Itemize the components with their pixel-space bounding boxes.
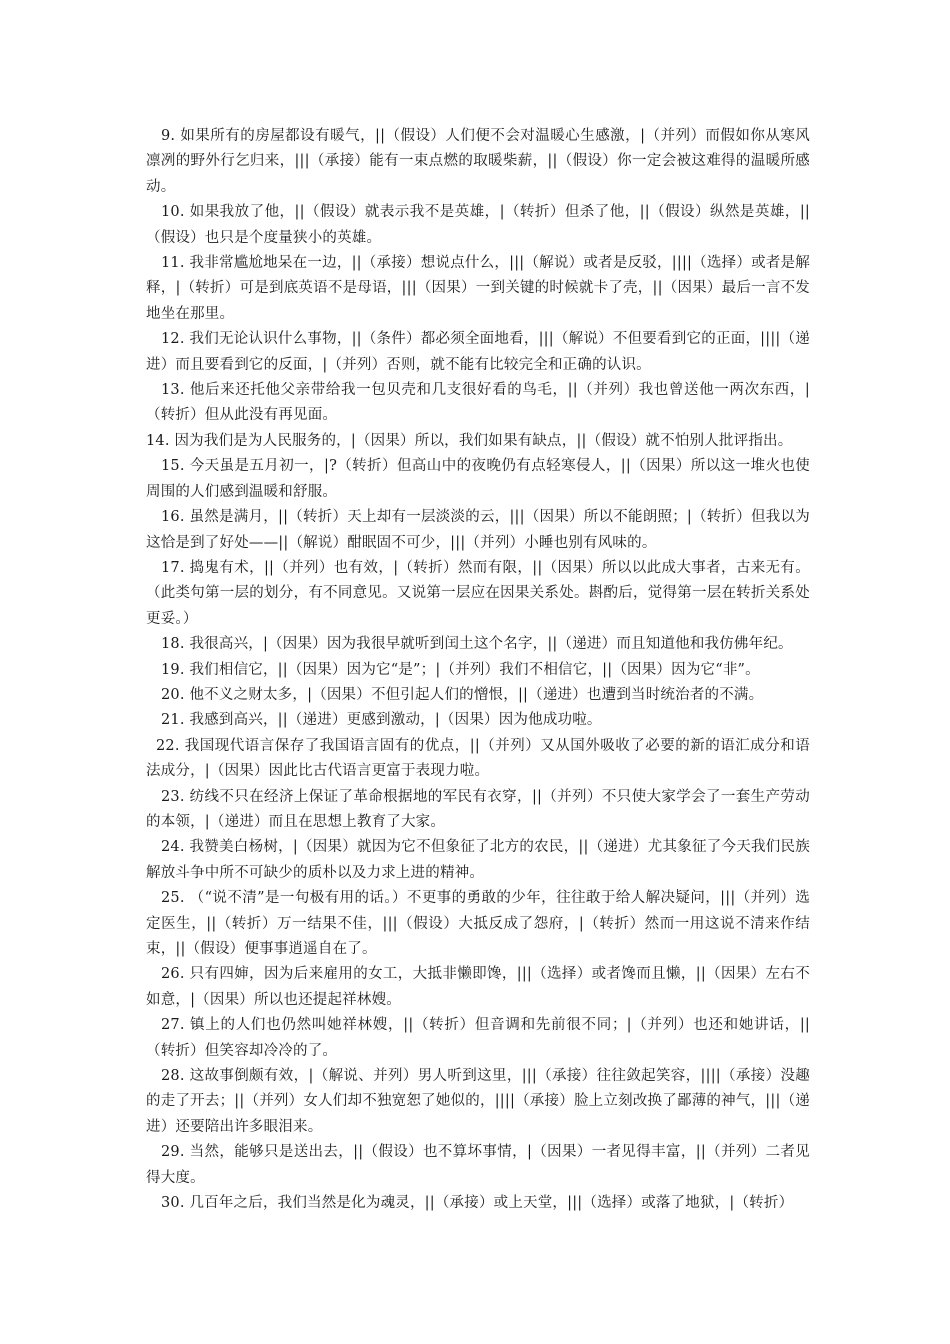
paragraph-item-12: 12. 我们无论认识什么事物，||（条件）都必须全面地看，|||（解说）不但要看到它的正面，||||（递进）而且要看到它的反面，|（并列）否则，就不能有比较完全和正确的认识。 xyxy=(146,331,810,373)
paragraph-item-26: 26. 只有四婶，因为后来雇用的女工，大抵非懒即馋，|||（选择）或者馋而且懒，||（因果）左右不如意，|（因果）所以也还提起祥林嫂。 xyxy=(146,966,810,1008)
paragraph-item-27: 27. 镇上的人们也仍然叫她祥林嫂，||（转折）但音调和先前很不同；|（并列）也还和她讲话，||（转折）但笑容却冷冷的了。 xyxy=(146,1017,810,1059)
paragraph-item-25: 25. （“说不清”是一句极有用的话。）不更事的勇敢的少年，往往敢于给人解决疑问，|||（并列）选定医生，||（转折）万一结果不佳，|||（假设）大抵反成了怨府，|（转折）然而一用这说不清来作结束，||（假设）便事事逍遥自在了。 xyxy=(146,890,810,957)
paragraph-item-13: 13. 他后来还托他父亲带给我一包贝壳和几支很好看的鸟毛，||（并列）我也曾送他一两次东西，|（转折）但从此没有再见面。 xyxy=(146,382,810,424)
paragraph-item-11: 11. 我非常尴尬地呆在一边，||（承接）想说点什么，|||（解说）或者是反驳，||||（选择）或者是解释，|（转折）可是到底英语不是母语，|||（因果）一到关键的时候就卡了壳，||（因果）最后一言不发地坐在那里。 xyxy=(146,255,810,322)
paragraph-item-17: 17. 捣鬼有术，||（并列）也有效，|（转折）然而有限，||（因果）所以以此成大事者，古来无有。（此类句第一层的划分，有不同意见。又说第一层应在因果关系处。斟酌后，觉得第一层在转折关系处更妥。） xyxy=(146,559,810,627)
document-body xyxy=(146,124,810,1216)
paragraph-item-16: 16. 虽然是满月，||（转折）天上却有一层淡淡的云，|||（因果）所以不能朗照；|（转折）但我以为这恰是到了好处——||（解说）酣眠固不可少，|||（并列）小睡也别有风味的。 xyxy=(146,509,810,551)
paragraph-item-24: 24. 我赞美白杨树，|（因果）就因为它不但象征了北方的农民，||（递进）尤其象征了今天我们民族解放斗争中所不可缺少的质朴以及力求上进的精神。 xyxy=(146,839,810,881)
paragraph-item-14: 14. 因为我们是为人民服务的，|（因果）所以，我们如果有缺点，||（假设）就不怕别人批评指出。 xyxy=(146,432,793,449)
paragraph-item-20: 20. 他不义之财太多，|（因果）不但引起人们的憎恨，||（递进）也遭到当时统治者的不满。 xyxy=(161,686,764,703)
paragraph-item-21: 21. 我感到高兴，||（递进）更感到激动，|（因果）因为他成功啦。 xyxy=(161,712,602,729)
paragraph-item-9: 9. 如果所有的房屋都设有暖气，||（假设）人们便不会对温暖心生感激，|（并列）而假如你从寒风凛冽的野外行乞归来，|||（承接）能有一束点燃的取暖柴薪，||（假设）你一定会被这难得的温暖所感动。 xyxy=(146,128,810,195)
paragraph-item-29: 29. 当然，能够只是送出去，||（假设）也不算坏事情，|（因果）一者见得丰富，||（并列）二者见得大度。 xyxy=(146,1144,810,1186)
paragraph-item-15: 15. 今天虽是五月初一，|?（转折）但高山中的夜晚仍有点轻寒侵人，||（因果）所以这一堆火也使周围的人们感到温暖和舒服。 xyxy=(146,458,810,500)
paragraph-item-30: 30. 几百年之后，我们当然是化为魂灵，||（承接）或上天堂，|||（选择）或落了地狱，|（转折） xyxy=(161,1195,794,1212)
paragraph-item-19: 19. 我们相信它，||（因果）因为它“是”；|（并列）我们不相信它，||（因果）因为它“非”。 xyxy=(161,661,760,678)
paragraph-item-10: 10. 如果我放了他，||（假设）就表示我不是英雄，|（转折）但杀了他，||（假设）纵然是英雄，||（假设）也只是个度量狭小的英雄。 xyxy=(146,204,810,246)
paragraph-item-28: 28. 这故事倒颇有效，|（解说、并列）男人听到这里，|||（承接）往往敛起笑容，||||（承接）没趣的走了开去；||（并列）女人们却不独宽恕了她似的，||||（承接）脸上立刻改换了鄙薄的神气，|||（递进）还要陪出许多眼泪来。 xyxy=(146,1068,810,1135)
paragraph-item-22: 22. 我国现代语言保存了我国语言固有的优点，||（并列）又从国外吸收了必要的新的语汇成分和语法成分，|（因果）因此比古代语言更富于表现力啦。 xyxy=(146,737,810,780)
paragraph-item-23: 23. 纺线不只在经济上保证了革命根据地的军民有衣穿，||（并列）不只使大家学会了一套生产劳动的本领，|（递进）而且在思想上教育了大家。 xyxy=(146,788,810,830)
paragraph-item-18: 18. 我很高兴，|（因果）因为我很早就听到闰土这个名字，||（递进）而且知道他和我仿佛年纪。 xyxy=(161,636,793,653)
